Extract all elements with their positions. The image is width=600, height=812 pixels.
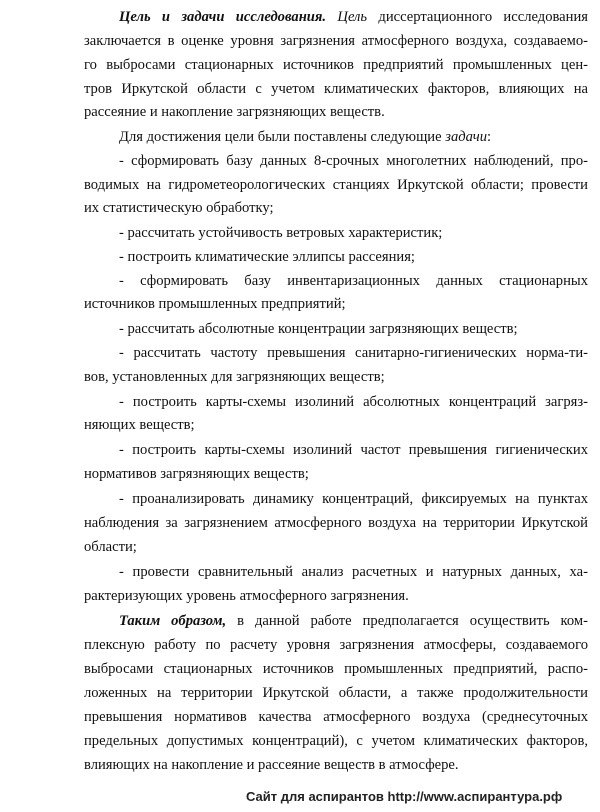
summary-line-7: влияющих на накопление и рассеяние веществ в атмосфере. <box>84 757 459 773</box>
goal-line-1 <box>119 8 588 26</box>
task-6-line-2: вов, установленных для загрязняющих веществ; <box>84 369 385 385</box>
task-9-line-1: - проанализировать динамику концентраций, фиксируемых на пунктах <box>119 491 588 507</box>
task-4-line-2: источников промышленных предприятий; <box>84 296 346 312</box>
summary-line-1-text: в данной работе предполагается осуществить ком- <box>237 613 588 629</box>
summary-lead: Таким образом, <box>119 613 227 629</box>
task-7-line-1: - построить карты-схемы изолиний абсолютных концентраций загряз- <box>119 394 588 410</box>
task-10-line-2: рактеризующих уровень атмосферного загрязнения. <box>84 588 409 604</box>
summary-line-5: превышения нормативов качества атмосферного воздуха (среднесуточных <box>84 709 588 725</box>
task-8-line-1: - построить карты-схемы изолиний частот превышения гигиенических <box>119 442 588 458</box>
goal-word: Цель <box>337 9 368 25</box>
tasks-word: задачи <box>445 129 488 145</box>
summary-line-4: ложенных на территории Иркутской области, а также продолжительности <box>84 685 588 701</box>
task-7-line-2: няющих веществ; <box>84 417 195 433</box>
task-4-line-1: - сформировать базу инвентаризационных данных стационарных <box>119 273 588 289</box>
task-6-line-1: - рассчитать частоту превышения санитарно-гигиенических норма-ти- <box>119 345 588 361</box>
task-3: - построить климатические эллипсы рассеяния; <box>119 249 415 265</box>
summary-line-2: плексную работу по расчету уровня загрязнения атмосферы, создаваемого <box>84 637 588 653</box>
goal-line-4: тров Иркутской области с учетом климатических факторов, влияющих на <box>84 81 588 97</box>
tasks-intro-text: Для достижения цели были поставлены следующие <box>119 129 442 145</box>
task-5: - рассчитать абсолютные концентрации загрязняющих веществ; <box>119 321 518 337</box>
tasks-colon: : <box>487 129 492 145</box>
task-9-line-3: области; <box>84 539 137 555</box>
goal-line-1-text: диссертационного исследования <box>378 9 588 25</box>
goal-line-5: рассеяние и накопление загрязняющих веществ. <box>84 104 385 120</box>
goal-line-3: го выбросами стационарных источников предприятий промышленных цен- <box>84 57 588 73</box>
task-1-line-1: - сформировать базу данных 8-срочных многолетних наблюдений, про- <box>119 153 588 169</box>
summary-line-6: предельных допустимых концентраций), с учетом климатических факторов, <box>84 733 588 749</box>
summary-line-1 <box>119 612 588 630</box>
task-2: - рассчитать устойчивость ветровых характеристик; <box>119 225 443 241</box>
task-1-line-3: их статистическую обработку; <box>84 200 274 216</box>
goal-line-2: заключается в оценке уровня загрязнения атмосферного воздуха, создаваемо- <box>84 33 588 49</box>
site-footer: Сайт для аспирантов http://www.аспирантура.рф <box>246 789 563 804</box>
task-9-line-2: наблюдения за загрязнением атмосферного воздуха на территории Иркутской <box>84 515 588 531</box>
section-heading: Цель и задачи исследования. <box>119 9 327 25</box>
task-8-line-2: нормативов загрязняющих веществ; <box>84 466 309 482</box>
task-1-line-2: водимых на гидрометеорологических станциях Иркутской области; провести <box>84 177 588 193</box>
task-10-line-1: - провести сравнительный анализ расчетных и натурных данных, ха- <box>119 564 588 580</box>
summary-line-3: выбросами стационарных источников промышленных предприятий, распо- <box>84 661 588 677</box>
tasks-intro <box>119 128 600 146</box>
